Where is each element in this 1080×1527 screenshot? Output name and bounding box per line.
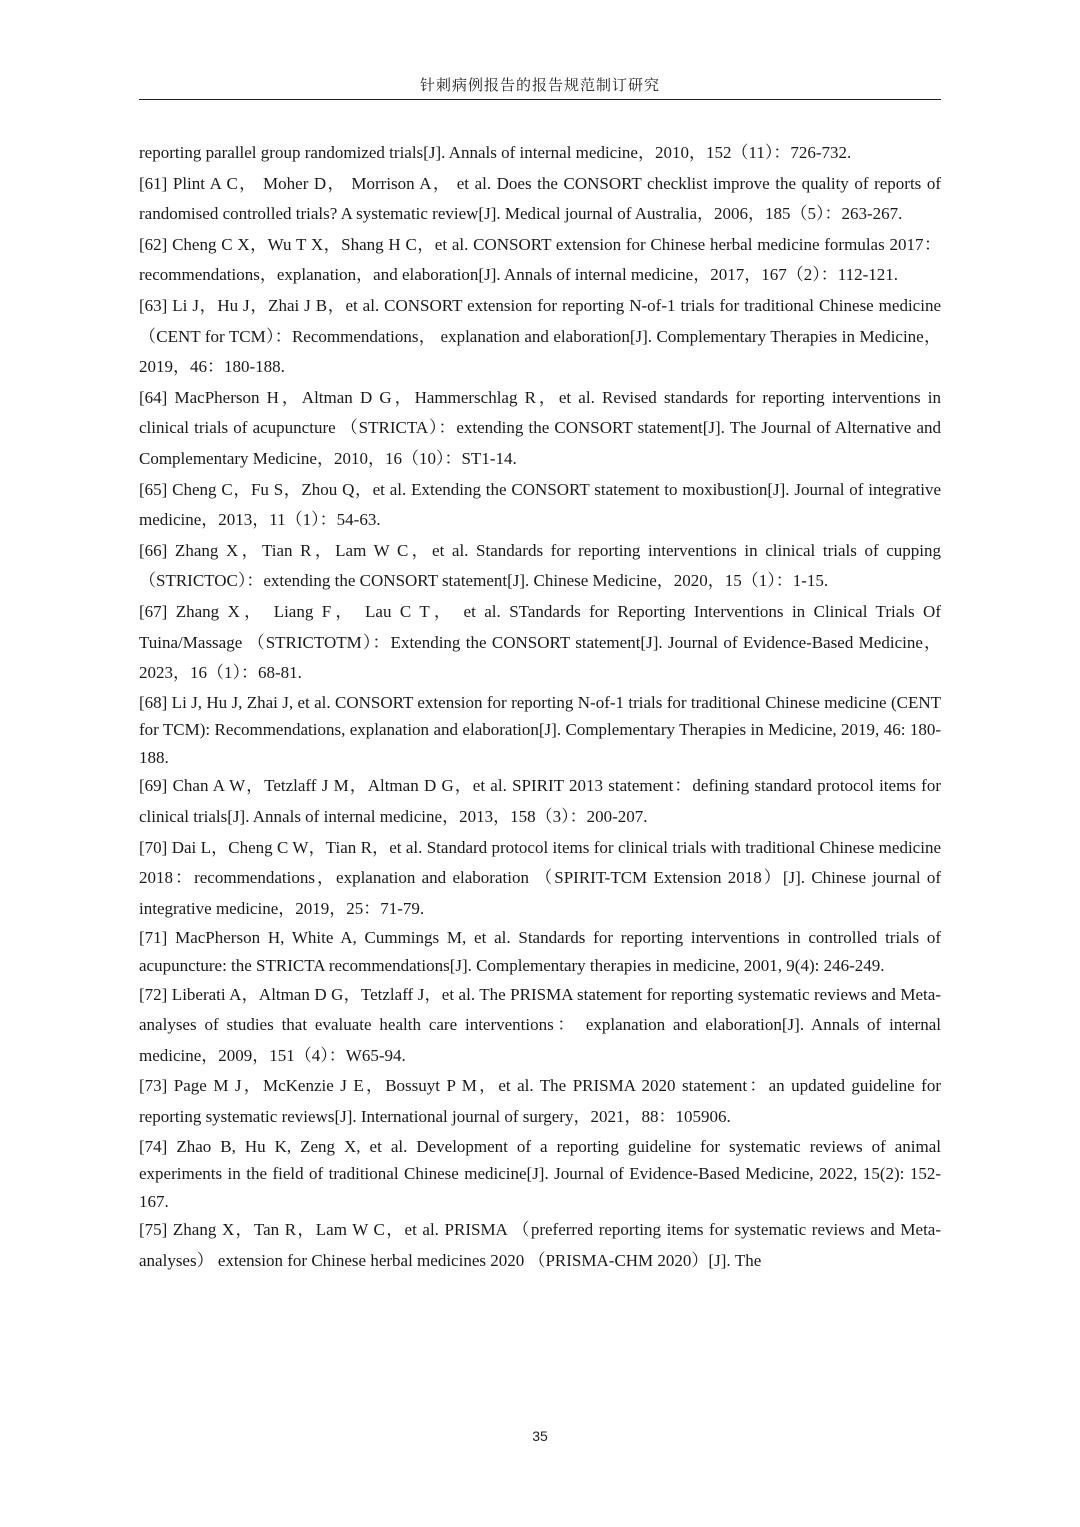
reference-75: [75] Zhang X，Tan R，Lam W C，et al. PRISMA （preferred reporting items for systematic reviews and Meta-analyses） extension for Chinese herbal medicines 2020 （PRISMA-CHM 2020）[J]. The	[139, 1220, 941, 1270]
reference-72: [72] Liberati A，Altman D G，Tetzlaff J，et al. The PRISMA statement for reporting systematic reviews and Meta-analyses of studies that evaluate health care interventions： explanation and elaboration[J]. Annals of internal medicine，2009，151（4）：W65-94.	[139, 984, 941, 1065]
header-divider	[139, 99, 941, 100]
reference-continuation: reporting parallel group randomized trials[J]. Annals of internal medicine，2010，152（11）：726-732.	[139, 143, 852, 162]
reference-62: [62] Cheng C X，Wu T X，Shang H C，et al. CONSORT extension for Chinese herbal medicine formulas 2017：recommendations，explanation，and elaboration[J]. Annals of internal medicine，2017，167（2）：112-121.	[139, 234, 941, 285]
reference-61: [61] Plint A C， Moher D， Morrison A， et al. Does the CONSORT checklist improve the quality of reports of randomised controlled trials? A systematic review[J]. Medical journal of Australia，2006，185（5）：263-267.	[139, 173, 941, 224]
reference-63: [63] Li J，Hu J，Zhai J B，et al. CONSORT extension for reporting N-of-1 trials for traditional Chinese medicine （CENT for TCM）：Recommendations， explanation and elaboration[J]. Complementary Therapies in Medicine，2019，46：180-188.	[139, 295, 941, 377]
reference-67: [67] Zhang X， Liang F， Lau C T， et al. STandards for Reporting Interventions in Clinical Trials Of Tuina/Massage （STRICTOTM）：Extending the CONSORT statement[J]. Journal of Evidence-Based Medicine，2023，16（1）：68-81.	[139, 601, 941, 683]
reference-list	[139, 138, 941, 1277]
reference-65: [65] Cheng C，Fu S，Zhou Q，et al. Extending the CONSORT statement to moxibustion[J]. Journal of integrative medicine，2013，11（1）：54-63.	[139, 479, 941, 530]
reference-64: [64] MacPherson H，Altman D G，Hammerschlag R，et al. Revised standards for reporting interventions in clinical trials of acupuncture （STRICTA）：extending the CONSORT statement[J]. The Journal of Alternative and Complementary Medicine，2010，16（10）：ST1-14.	[139, 387, 941, 468]
reference-71: [71] MacPherson H, White A, Cummings M, et al. Standards for reporting interventions in controlled trials of acupuncture: the STRICTA recommendations[J]. Complementary therapies in medicine, 2001, 9(4): 246-249.	[139, 928, 941, 976]
reference-66: [66] Zhang X，Tian R，Lam W C，et al. Standards for reporting interventions in clinical trials of cupping（STRICTOC）：extending the CONSORT statement[J]. Chinese Medicine，2020，15（1）：1-15.	[139, 540, 941, 591]
reference-73: [73] Page M J，McKenzie J E，Bossuyt P M，et al. The PRISMA 2020 statement：an updated guideline for reporting systematic reviews[J]. International journal of surgery，2021，88：105906.	[139, 1076, 941, 1126]
reference-74: [74] Zhao B, Hu K, Zeng X, et al. Development of a reporting guideline for systematic reviews of animal experiments in the field of traditional Chinese medicine[J]. Journal of Evidence-Based Medicine, 2022, 15(2): 152-167.	[139, 1136, 941, 1211]
reference-68: [68] Li J, Hu J, Zhai J, et al. CONSORT extension for reporting N-of-1 trials for traditional Chinese medicine (CENT for TCM): Recommendations, explanation and elaboration[J]. Complementary Therapies in Medicine, 2019, 46: 180-188.	[139, 692, 941, 767]
page-number: 35	[532, 1428, 548, 1444]
reference-70: [70] Dai L，Cheng C W，Tian R，et al. Standard protocol items for clinical trials with traditional Chinese medicine 2018：recommendations，explanation and elaboration （SPIRIT-TCM Extension 2018）[J]. Chinese journal of integrative medicine，2019，25：71-79.	[139, 837, 941, 918]
running-header: 针刺病例报告的报告规范制订研究	[419, 76, 660, 94]
reference-69: [69] Chan A W，Tetzlaff J M，Altman D G，et al. SPIRIT 2013 statement：defining standard protocol items for clinical trials[J]. Annals of internal medicine，2013，158（3）：200-207.	[139, 776, 941, 827]
